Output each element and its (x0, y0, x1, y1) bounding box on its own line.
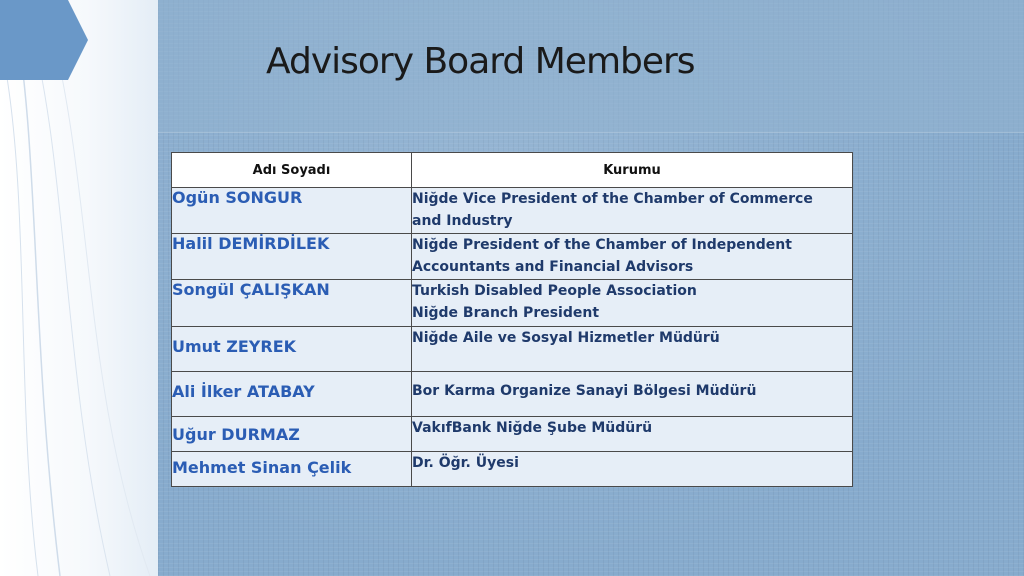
member-institution: Niğde President of the Chamber of Independent Accountants and Financial Advisors (412, 234, 853, 280)
member-institution: VakıfBank Niğde Şube Müdürü (412, 417, 853, 452)
table-row (172, 327, 853, 372)
member-name: Halil DEMİRDİLEK (172, 234, 412, 280)
member-name: Umut ZEYREK (172, 327, 412, 372)
member-name: Ogün SONGUR (172, 188, 412, 234)
table-row (172, 188, 853, 234)
table-row (172, 452, 853, 487)
left-decor-panel (0, 0, 158, 576)
header-institution: Kurumu (412, 153, 853, 188)
member-institution: Dr. Öğr. Üyesi (412, 452, 853, 487)
header-name: Adı Soyadı (172, 153, 412, 188)
table-row (172, 280, 853, 327)
table-row (172, 417, 853, 452)
advisory-board-table (171, 152, 853, 487)
member-institution: Niğde Vice President of the Chamber of Commerce and Industry (412, 188, 853, 234)
member-name: Songül ÇALIŞKAN (172, 280, 412, 327)
member-name: Mehmet Sinan Çelik (172, 452, 412, 487)
slide-title: Advisory Board Members (266, 41, 695, 82)
member-institution: Niğde Aile ve Sosyal Hizmetler Müdürü (412, 327, 853, 372)
member-institution: Bor Karma Organize Sanayi Bölgesi Müdürü (412, 372, 853, 417)
arrow-tab-icon (0, 0, 88, 80)
table-row (172, 372, 853, 417)
table-row (172, 234, 853, 280)
decor-lines-graphic (0, 0, 158, 576)
member-name: Ali İlker ATABAY (172, 372, 412, 417)
member-institution: Turkish Disabled People Association Niğde Branch President (412, 280, 853, 327)
table-header-row (172, 153, 853, 188)
member-name: Uğur DURMAZ (172, 417, 412, 452)
